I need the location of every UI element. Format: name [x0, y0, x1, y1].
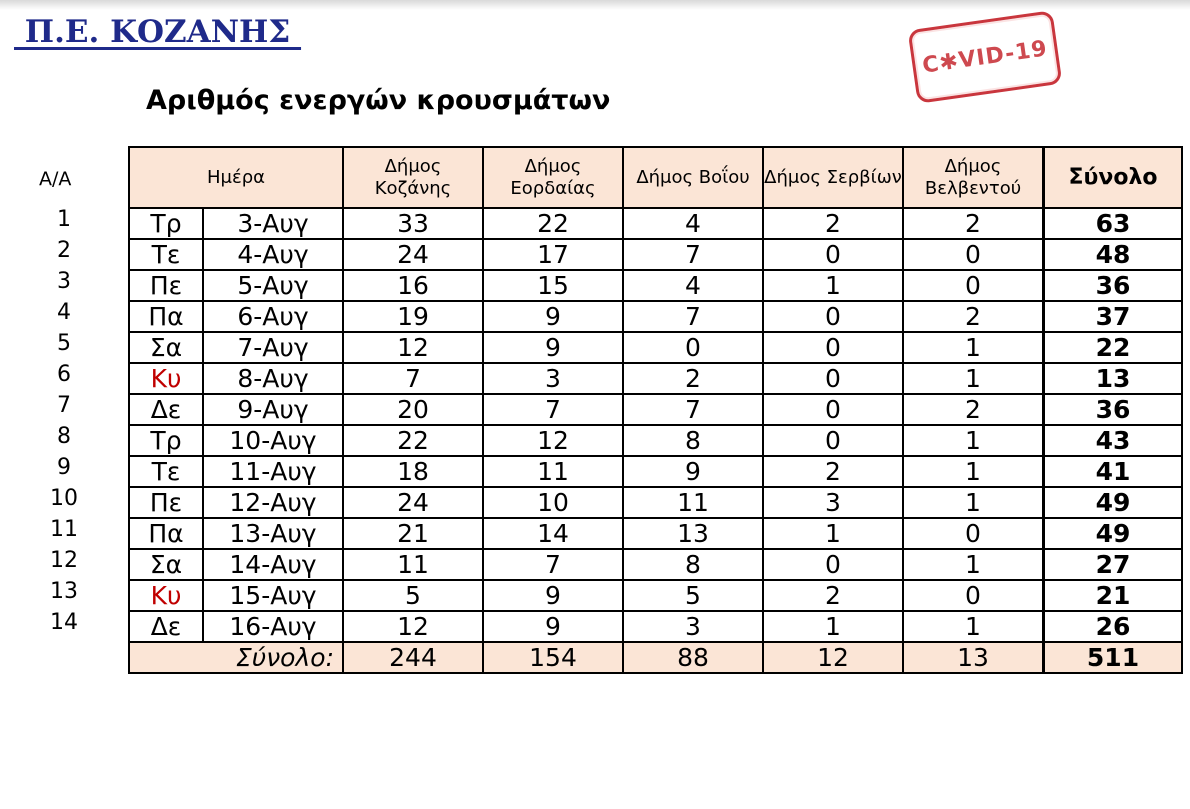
table-row	[129, 332, 1182, 363]
table-row	[129, 518, 1182, 549]
cell-total: 41	[1044, 456, 1183, 487]
cell-day: Πα	[129, 518, 203, 549]
cell-voio: 7	[623, 394, 763, 425]
total-eordaia: 154	[483, 642, 623, 673]
cell-eordaia: 12	[483, 425, 623, 456]
aa-number: 14	[50, 609, 78, 635]
covid-stamp	[908, 10, 1063, 104]
cell-eordaia: 10	[483, 487, 623, 518]
cell-eordaia: 17	[483, 239, 623, 270]
cell-date: 8-Αυγ	[203, 363, 343, 394]
cell-servia: 0	[763, 363, 903, 394]
cell-eordaia: 9	[483, 580, 623, 611]
cell-velvento: 0	[903, 270, 1044, 301]
cell-day: Δε	[129, 611, 203, 642]
cell-kozani: 7	[343, 363, 483, 394]
table-row	[129, 239, 1182, 270]
aa-number: 1	[57, 206, 71, 232]
aa-number: 5	[57, 330, 71, 356]
cell-kozani: 24	[343, 487, 483, 518]
cell-kozani: 11	[343, 549, 483, 580]
cell-eordaia: 22	[483, 208, 623, 239]
aa-number: 7	[57, 392, 71, 418]
cell-eordaia: 9	[483, 611, 623, 642]
cell-kozani: 19	[343, 301, 483, 332]
cell-eordaia: 3	[483, 363, 623, 394]
cell-servia: 0	[763, 332, 903, 363]
cell-eordaia: 15	[483, 270, 623, 301]
aa-number: 13	[50, 578, 78, 604]
cell-total: 49	[1044, 487, 1183, 518]
cell-servia: 1	[763, 611, 903, 642]
table-row	[129, 487, 1182, 518]
cell-servia: 3	[763, 487, 903, 518]
cell-velvento: 1	[903, 611, 1044, 642]
cell-servia: 0	[763, 425, 903, 456]
cell-servia: 0	[763, 239, 903, 270]
aa-number: 10	[50, 485, 78, 511]
col-header-servia: Δήμος Σερβίων	[763, 147, 903, 208]
col-header-kozani: Δήμος Κοζάνης	[343, 147, 483, 208]
cell-servia: 2	[763, 456, 903, 487]
cell-kozani: 16	[343, 270, 483, 301]
cell-servia: 1	[763, 518, 903, 549]
table-row	[129, 611, 1182, 642]
cell-kozani: 33	[343, 208, 483, 239]
cell-voio: 5	[623, 580, 763, 611]
cell-velvento: 1	[903, 487, 1044, 518]
cell-total: 36	[1044, 270, 1183, 301]
aa-number: 6	[57, 361, 71, 387]
cell-total: 48	[1044, 239, 1183, 270]
cell-day: Σα	[129, 549, 203, 580]
cell-velvento: 1	[903, 425, 1044, 456]
cell-date: 11-Αυγ	[203, 456, 343, 487]
region-title: Π.Ε. ΚΟΖΑΝΗΣ	[14, 14, 302, 50]
cell-voio: 3	[623, 611, 763, 642]
total-kozani: 244	[343, 642, 483, 673]
cell-velvento: 1	[903, 549, 1044, 580]
cell-total: 36	[1044, 394, 1183, 425]
cell-servia: 0	[763, 394, 903, 425]
cell-kozani: 18	[343, 456, 483, 487]
cell-total: 13	[1044, 363, 1183, 394]
cell-date: 7-Αυγ	[203, 332, 343, 363]
cell-velvento: 2	[903, 208, 1044, 239]
cell-kozani: 24	[343, 239, 483, 270]
table-row	[129, 301, 1182, 332]
cell-voio: 2	[623, 363, 763, 394]
total-voio: 88	[623, 642, 763, 673]
aa-number: 4	[57, 299, 71, 325]
cell-velvento: 1	[903, 363, 1044, 394]
cell-servia: 1	[763, 270, 903, 301]
cell-eordaia: 7	[483, 549, 623, 580]
cell-date: 3-Αυγ	[203, 208, 343, 239]
cell-kozani: 20	[343, 394, 483, 425]
cell-voio: 9	[623, 456, 763, 487]
cell-velvento: 1	[903, 332, 1044, 363]
cell-day: Δε	[129, 394, 203, 425]
cell-kozani: 21	[343, 518, 483, 549]
cell-voio: 8	[623, 549, 763, 580]
table-row	[129, 363, 1182, 394]
cell-velvento: 0	[903, 518, 1044, 549]
cell-total: 43	[1044, 425, 1183, 456]
cell-velvento: 0	[903, 239, 1044, 270]
cell-servia: 2	[763, 580, 903, 611]
cell-kozani: 12	[343, 332, 483, 363]
totals-label: Σύνολο:	[129, 642, 343, 673]
cell-voio: 11	[623, 487, 763, 518]
cell-date: 9-Αυγ	[203, 394, 343, 425]
covid-stamp-text: C✱VID-19	[920, 35, 1050, 79]
cell-date: 5-Αυγ	[203, 270, 343, 301]
cell-day: Τρ	[129, 425, 203, 456]
cell-velvento: 2	[903, 301, 1044, 332]
cell-servia: 2	[763, 208, 903, 239]
aa-number: 3	[57, 268, 71, 294]
top-gradient-bar	[0, 0, 1190, 10]
aa-number: 2	[57, 237, 71, 263]
aa-number: 9	[57, 454, 71, 480]
cell-voio: 4	[623, 208, 763, 239]
col-header-voio: Δήμος Βοΐου	[623, 147, 763, 208]
cell-day: Πα	[129, 301, 203, 332]
cell-date: 4-Αυγ	[203, 239, 343, 270]
cell-velvento: 2	[903, 394, 1044, 425]
cell-date: 10-Αυγ	[203, 425, 343, 456]
aa-number: 11	[50, 516, 78, 542]
cell-kozani: 5	[343, 580, 483, 611]
cell-date: 14-Αυγ	[203, 549, 343, 580]
cell-date: 16-Αυγ	[203, 611, 343, 642]
cell-date: 15-Αυγ	[203, 580, 343, 611]
col-header-velvento: Δήμος Βελβεντού	[903, 147, 1044, 208]
table-row	[129, 549, 1182, 580]
cell-voio: 7	[623, 301, 763, 332]
aa-header: Α/Α	[39, 168, 72, 190]
cell-voio: 0	[623, 332, 763, 363]
cell-total: 37	[1044, 301, 1183, 332]
cell-day: Πε	[129, 270, 203, 301]
cell-total: 21	[1044, 580, 1183, 611]
aa-number: 8	[57, 423, 71, 449]
cell-date: 13-Αυγ	[203, 518, 343, 549]
col-header-total: Σύνολο	[1044, 147, 1183, 208]
grand-total: 511	[1044, 642, 1183, 673]
total-velvento: 13	[903, 642, 1044, 673]
cell-day: Σα	[129, 332, 203, 363]
cell-voio: 7	[623, 239, 763, 270]
cell-eordaia: 11	[483, 456, 623, 487]
cell-total: 27	[1044, 549, 1183, 580]
cell-eordaia: 9	[483, 301, 623, 332]
table-row	[129, 208, 1182, 239]
cell-day: Κυ	[129, 363, 203, 394]
page-heading: Αριθμός ενεργών κρουσμάτων	[146, 85, 611, 116]
cell-voio: 8	[623, 425, 763, 456]
table-row	[129, 580, 1182, 611]
cell-total: 49	[1044, 518, 1183, 549]
cell-servia: 0	[763, 301, 903, 332]
cell-eordaia: 7	[483, 394, 623, 425]
cell-date: 12-Αυγ	[203, 487, 343, 518]
cell-velvento: 1	[903, 456, 1044, 487]
cell-day: Τε	[129, 456, 203, 487]
col-header-day: Ημέρα	[129, 147, 343, 208]
cell-kozani: 12	[343, 611, 483, 642]
table-row	[129, 270, 1182, 301]
cell-voio: 13	[623, 518, 763, 549]
cell-total: 22	[1044, 332, 1183, 363]
cell-date: 6-Αυγ	[203, 301, 343, 332]
totals-row	[129, 642, 1182, 673]
table-row	[129, 456, 1182, 487]
cell-total: 63	[1044, 208, 1183, 239]
table-row	[129, 394, 1182, 425]
cell-eordaia: 9	[483, 332, 623, 363]
col-header-eordaia: Δήμος Εορδαίας	[483, 147, 623, 208]
cell-eordaia: 14	[483, 518, 623, 549]
cases-table	[128, 146, 1183, 674]
cell-velvento: 0	[903, 580, 1044, 611]
table-header-row	[129, 147, 1182, 208]
table-row	[129, 425, 1182, 456]
aa-number: 12	[50, 547, 78, 573]
cell-servia: 0	[763, 549, 903, 580]
cell-kozani: 22	[343, 425, 483, 456]
cell-day: Πε	[129, 487, 203, 518]
cell-day: Τρ	[129, 208, 203, 239]
cell-day: Κυ	[129, 580, 203, 611]
cell-day: Τε	[129, 239, 203, 270]
cell-voio: 4	[623, 270, 763, 301]
total-servia: 12	[763, 642, 903, 673]
cell-total: 26	[1044, 611, 1183, 642]
